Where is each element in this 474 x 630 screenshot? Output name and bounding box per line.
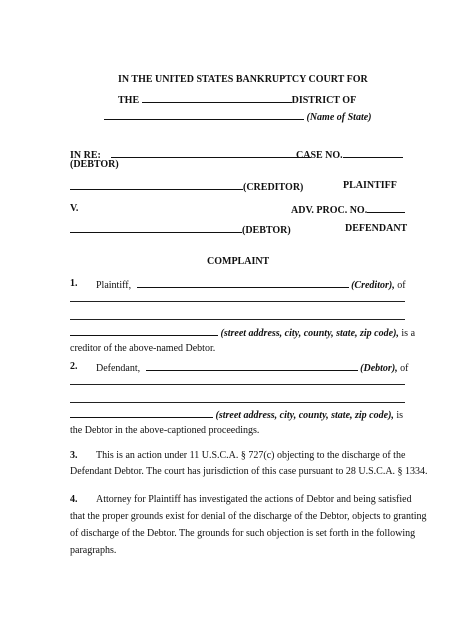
case-no-row: [296, 148, 403, 162]
p3-line1: This is an action under 11 U.S.C.A. § 727(c) objecting to the discharge of the: [96, 450, 406, 461]
adv-proc-no-label: ADV. PROC. NO.: [291, 205, 368, 216]
debtor-paren-label: (DEBTOR): [70, 159, 119, 170]
p4-number: 4.: [70, 494, 78, 505]
complaint-title: COMPLAINT: [207, 256, 270, 267]
p2-lead: Defendant,: [96, 363, 141, 374]
p1-address-label: (street address, city, county, state, zip code),: [220, 328, 399, 339]
creditor-label: (CREDITOR): [243, 182, 304, 193]
p4-line1: Attorney for Plaintiff has investigated the actions of Debtor and being satisfied: [96, 494, 412, 505]
court-header-line3: [104, 110, 372, 124]
debtor-name-blank[interactable]: [70, 223, 242, 233]
p1-tail: creditor of the above-named Debtor.: [70, 343, 216, 354]
debtor-label: (DEBTOR): [242, 225, 291, 236]
case-no-blank[interactable]: [343, 148, 403, 158]
adv-proc-row: [291, 203, 405, 217]
defendant-address-blank[interactable]: [70, 408, 213, 418]
court-header-line2: [118, 93, 356, 107]
name-of-state-label: (Name of State): [306, 112, 372, 123]
p1-lead: Plaintiff,: [96, 280, 132, 291]
p2-of: of: [400, 363, 409, 374]
creditor-row: [70, 180, 303, 194]
court-header-the: THE: [118, 95, 140, 106]
p1-is-a: is a: [401, 328, 416, 339]
plaintiff-name-blank[interactable]: [137, 278, 349, 288]
p4-line2: that the proper grounds exist for denial of the discharge of the Debtor, objects to granting: [70, 511, 427, 522]
p2-number: 2.: [70, 361, 78, 372]
state-name-blank[interactable]: [104, 110, 304, 120]
defendant-label: DEFENDANT: [345, 223, 408, 234]
adv-proc-no-blank[interactable]: [367, 203, 405, 213]
p3-line2: Defendant Debtor. The court has jurisdiction of this case pursuant to 28 U.S.C.A. § 1334.: [70, 466, 428, 477]
p3-number: 3.: [70, 450, 78, 461]
p1-line1: [96, 278, 406, 292]
p1-blank-line-1[interactable]: [70, 301, 405, 302]
p1-address-row: [70, 326, 415, 340]
plaintiff-address-blank[interactable]: [70, 326, 218, 336]
court-header-district-of: DISTRICT OF: [291, 95, 357, 106]
p4-line4: paragraphs.: [70, 545, 117, 556]
defendant-name-blank[interactable]: [146, 361, 358, 371]
p2-is: is: [396, 410, 404, 421]
p1-party-label: (Creditor),: [351, 280, 395, 291]
p4-line3: of discharge of the Debtor. The grounds for such objection is set forth in the following: [70, 528, 416, 539]
in-re-blank[interactable]: [111, 148, 311, 158]
versus-label: V.: [70, 203, 79, 214]
p2-blank-line-2[interactable]: [70, 402, 405, 403]
p2-address-label: (street address, city, county, state, zip code),: [215, 410, 394, 421]
p1-blank-line-2[interactable]: [70, 319, 405, 320]
court-header-line1: IN THE UNITED STATES BANKRUPTCY COURT FOR: [118, 74, 368, 85]
p1-number: 1.: [70, 278, 78, 289]
case-no-label: CASE NO.: [296, 150, 343, 161]
in-re-label: IN RE:: [70, 150, 101, 161]
p2-line1: [96, 361, 409, 375]
p2-tail: the Debtor in the above-captioned proceedings.: [70, 425, 260, 436]
plaintiff-label: PLAINTIFF: [343, 180, 397, 191]
creditor-name-blank[interactable]: [70, 180, 243, 190]
p2-blank-line-1[interactable]: [70, 384, 405, 385]
debtor-row: [70, 223, 291, 237]
p2-party-label: (Debtor),: [360, 363, 398, 374]
district-name-blank[interactable]: [142, 93, 292, 103]
p2-address-row: [70, 408, 403, 422]
p1-of: of: [397, 280, 406, 291]
